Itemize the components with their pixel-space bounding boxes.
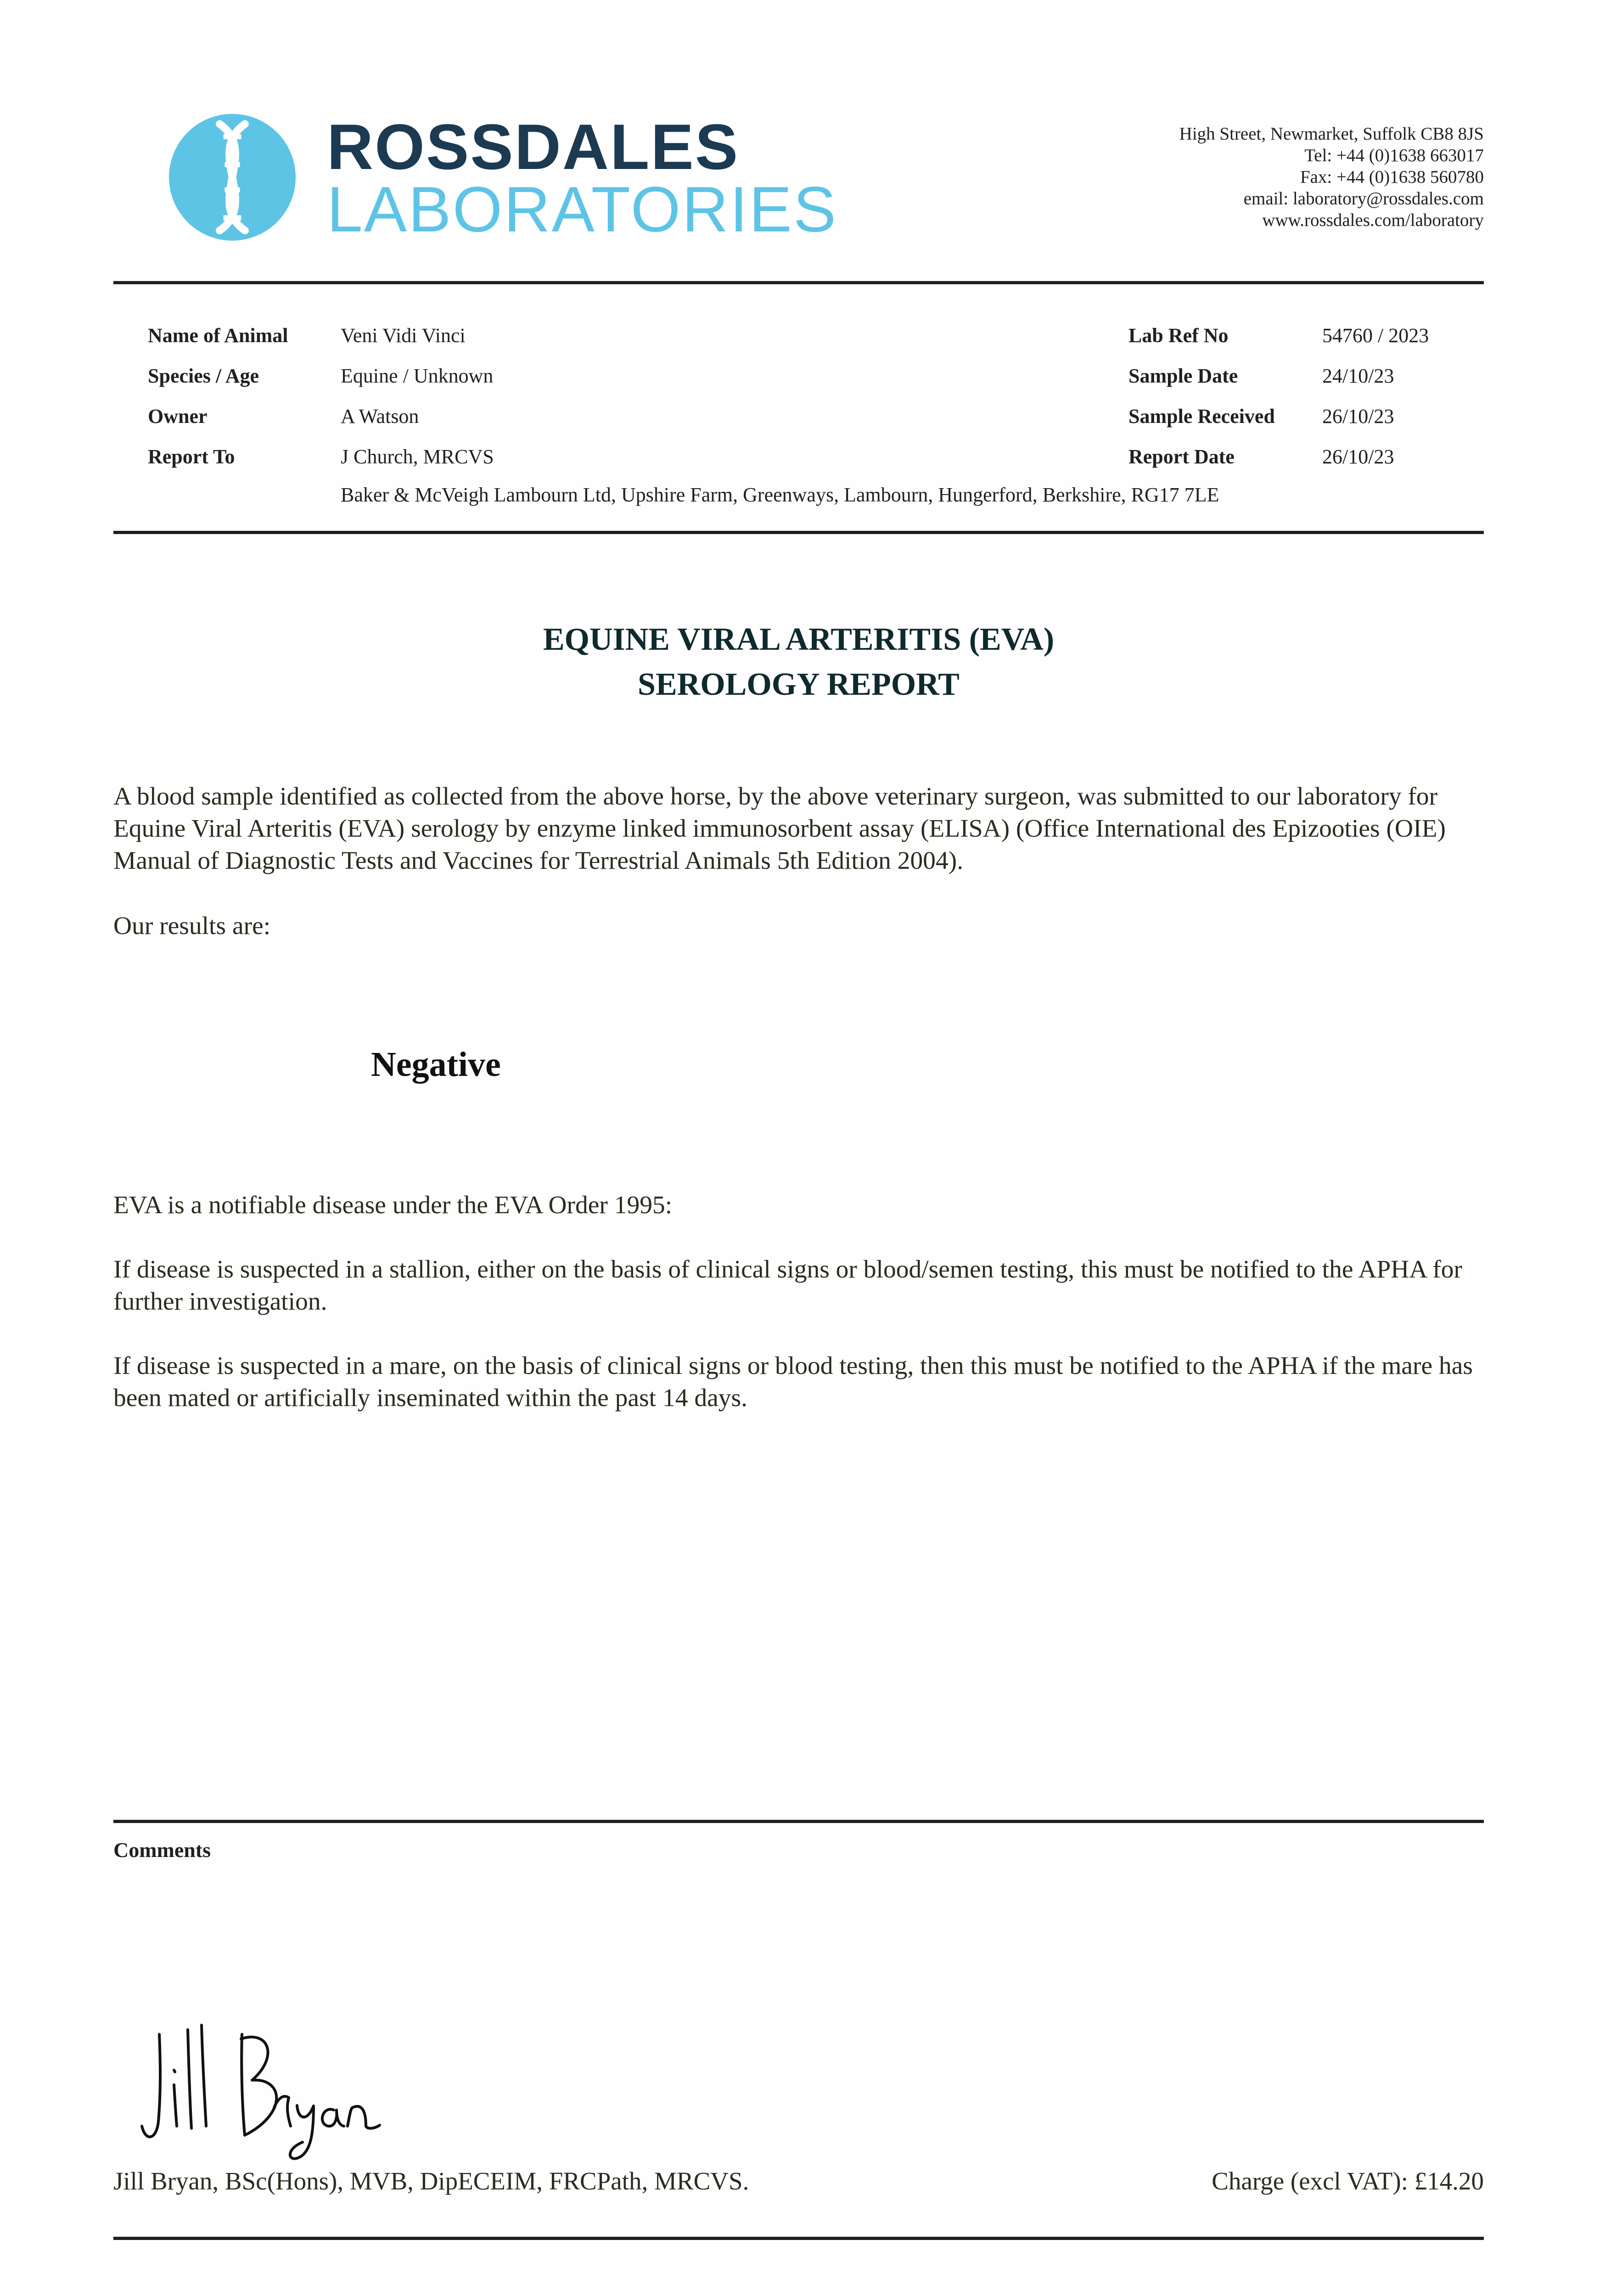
- report-subtitle: SEROLOGY REPORT: [638, 667, 960, 702]
- name-of-animal-label: Name of Animal: [148, 324, 288, 347]
- sample-received-value: 26/10/23: [1322, 405, 1394, 428]
- report-date-label: Report Date: [1128, 445, 1235, 468]
- signer-credentials: Jill Bryan, BSc(Hons), MVB, DipECEIM, FRCPath, MRCVS.: [113, 2167, 749, 2195]
- report-date-value: 26/10/23: [1322, 445, 1394, 468]
- brand-name: ROSSDALES: [327, 111, 740, 183]
- contact-fax: Fax: +44 (0)1638 560780: [1300, 167, 1484, 187]
- species-age-label: Species / Age: [148, 365, 259, 387]
- owner-label: Owner: [148, 405, 208, 428]
- contact-website: www.rossdales.com/laboratory: [1262, 210, 1484, 230]
- report-to-address: Baker & McVeigh Lambourn Ltd, Upshire Farm, Greenways, Lambourn, Hungerford, Berkshire, RG17 7LE: [341, 484, 1219, 506]
- comments-label: Comments: [113, 1838, 211, 1862]
- comments-divider: [113, 1820, 1484, 1823]
- name-of-animal-value: Veni Vidi Vinci: [341, 324, 466, 347]
- results-lead: Our results are:: [113, 912, 271, 940]
- header-divider: [113, 281, 1484, 284]
- report-to-value: J Church, MRCVS: [341, 445, 494, 468]
- lab-ref-value: 54760 / 2023: [1322, 324, 1429, 347]
- species-age-value: Equine / Unknown: [341, 365, 494, 387]
- mare-note: If disease is suspected in a mare, on the basis of clinical signs or blood testing, then this must be notified to the APHA if the mare has been mated or artificially inseminated within the past 14 days.: [113, 1352, 1473, 1412]
- intro-paragraph: A blood sample identified as collected from the above horse, by the above veterinary surgeon, was submitted to our laboratory for Equine Viral Arteritis (EVA) serology by enzyme linked immunosorbent assay (ELISA) (Office International des Epizooties (OIE) Manual of Diagnostic Tests and Vaccines for Terrestrial Animals 5th Edition 2004).: [113, 782, 1446, 875]
- contact-address: High Street, Newmarket, Suffolk CB8 8JS: [1179, 124, 1484, 144]
- sample-date-label: Sample Date: [1128, 365, 1238, 387]
- sample-received-label: Sample Received: [1128, 405, 1275, 428]
- dna-helix-icon: [169, 114, 296, 241]
- brand-subname: LABORATORIES: [327, 173, 838, 245]
- notifiable-statement: EVA is a notifiable disease under the EVA Order 1995:: [113, 1191, 673, 1219]
- signature-image: [132, 2016, 389, 2167]
- sample-date-value: 24/10/23: [1322, 365, 1394, 387]
- report-to-label: Report To: [148, 445, 235, 468]
- footer-divider: [113, 2237, 1484, 2240]
- stallion-note: If disease is suspected in a stallion, either on the basis of clinical signs or blood/semen testing, this must be notified to the APHA for further investigation.: [113, 1255, 1462, 1316]
- details-divider: [113, 531, 1484, 534]
- lab-ref-label: Lab Ref No: [1128, 324, 1229, 347]
- contact-email: email: laboratory@rossdales.com: [1243, 189, 1484, 208]
- contact-block: [1179, 123, 1484, 231]
- contact-tel: Tel: +44 (0)1638 663017: [1304, 146, 1484, 165]
- test-result: Negative: [371, 1045, 501, 1084]
- owner-value: A Watson: [341, 405, 419, 428]
- report-title: EQUINE VIRAL ARTERITIS (EVA): [543, 622, 1055, 657]
- charge-amount: Charge (excl VAT): £14.20: [1212, 2167, 1484, 2195]
